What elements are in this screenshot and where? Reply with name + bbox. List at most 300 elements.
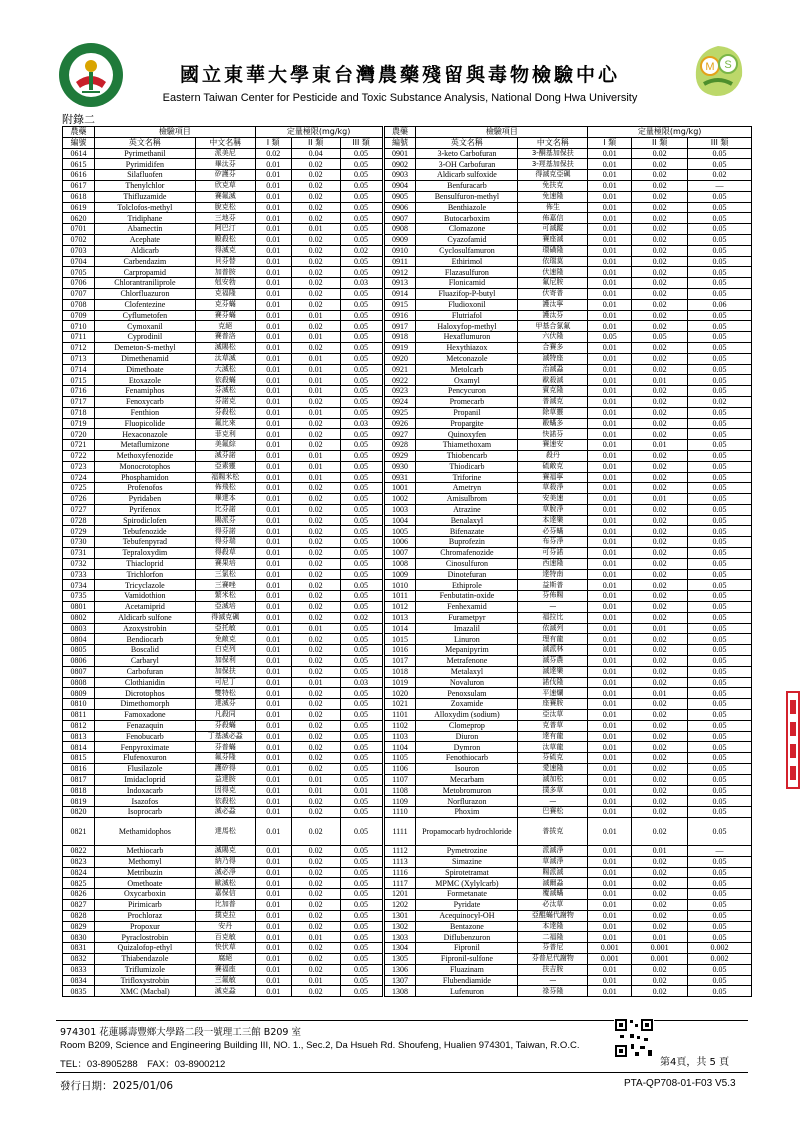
cell-limit-class1: 0.01 <box>255 785 291 796</box>
cell-limit-class1: 0.02 <box>255 148 291 159</box>
cell-limit-class3: 0.05 <box>340 753 382 764</box>
cell-code: 1111 <box>384 818 416 846</box>
cell-name-en: Buprofezin <box>416 537 518 548</box>
cell-name-en: Etoxazole <box>94 375 195 386</box>
table-row <box>384 504 751 515</box>
cell-limit-class3: 0.05 <box>340 932 382 943</box>
cell-name-zh: 可芬諾 <box>518 548 588 559</box>
cell-limit-class3: 0.05 <box>340 461 382 472</box>
col-code-header-1: 農藥 <box>384 127 416 138</box>
cell-limit-class3: 0.05 <box>688 321 752 332</box>
cell-name-zh: 歐殺滅 <box>518 375 588 386</box>
cell-limit-class1: 0.01 <box>588 310 632 321</box>
cell-code: 0701 <box>63 224 95 235</box>
table-row <box>63 396 383 407</box>
cell-limit-class3: 0.05 <box>688 580 752 591</box>
cell-name-zh: 芬佈賜 <box>518 591 588 602</box>
cell-name-en: Ethirimol <box>416 256 518 267</box>
cell-limit-class1: 0.01 <box>255 224 291 235</box>
cell-name-en: Imazalil <box>416 623 518 634</box>
table-row <box>63 537 383 548</box>
cell-limit-class1: 0.01 <box>588 796 632 807</box>
cell-name-zh: 依殺松 <box>195 796 255 807</box>
cell-name-en: Indoxacarb <box>94 785 195 796</box>
cell-limit-class2: 0.02 <box>632 666 688 677</box>
cell-code: 0619 <box>63 202 95 213</box>
table-row <box>63 764 383 775</box>
cell-limit-class2: 0.02 <box>291 742 340 753</box>
cell-code: 0928 <box>384 440 416 451</box>
cell-limit-class2: 0.02 <box>632 699 688 710</box>
cell-limit-class2: 0.02 <box>291 867 340 878</box>
cell-code: 0719 <box>63 418 95 429</box>
cell-name-en: Metrafenone <box>416 656 518 667</box>
table-row <box>63 234 383 245</box>
cell-name-zh: 理有龍 <box>518 634 588 645</box>
cell-name-en: Fluazifop-P-butyl <box>416 288 518 299</box>
cell-limit-class3: 0.05 <box>688 867 752 878</box>
cell-limit-class2: 0.02 <box>291 699 340 710</box>
cell-limit-class2: 0.02 <box>291 321 340 332</box>
cell-name-en: Thifluzamide <box>94 191 195 202</box>
col-class1-header: I 類 <box>588 137 632 148</box>
cell-limit-class2: 0.02 <box>291 267 340 278</box>
cell-limit-class1: 0.01 <box>255 986 291 997</box>
table-row <box>63 731 383 742</box>
cell-name-zh: 貝芬替 <box>195 256 255 267</box>
cell-code: 0727 <box>63 504 95 515</box>
cell-limit-class1: 0.01 <box>255 494 291 505</box>
table-row <box>63 878 383 889</box>
cell-name-en: Dinotefuran <box>416 569 518 580</box>
cell-limit-class3: 0.05 <box>340 943 382 954</box>
table-row <box>384 878 751 889</box>
cell-name-zh: 免敵克 <box>195 634 255 645</box>
cell-code: 0827 <box>63 899 95 910</box>
cell-name-en: Carbendazim <box>94 256 195 267</box>
cell-limit-class2: 0.02 <box>632 569 688 580</box>
table-row <box>384 407 751 418</box>
svg-text:M: M <box>705 61 715 73</box>
cell-name-zh: 氟比來 <box>195 418 255 429</box>
cell-limit-class2: 0.02 <box>291 342 340 353</box>
cell-limit-class3: 0.05 <box>340 656 382 667</box>
cell-name-zh: 草殺淨 <box>518 483 588 494</box>
cell-code: 0910 <box>384 245 416 256</box>
cell-limit-class1: 0.01 <box>255 856 291 867</box>
cell-code: 0833 <box>63 964 95 975</box>
cell-code: 1003 <box>384 504 416 515</box>
cell-limit-class1: 0.01 <box>255 332 291 343</box>
cell-limit-class2: 0.02 <box>291 213 340 224</box>
cell-code: 1303 <box>384 932 416 943</box>
cell-limit-class1: 0.01 <box>255 623 291 634</box>
cell-limit-class2: 0.02 <box>291 818 340 846</box>
cell-limit-class1: 0.01 <box>255 526 291 537</box>
cell-code: 1005 <box>384 526 416 537</box>
cell-limit-class1: 0.01 <box>588 515 632 526</box>
cell-limit-class3: 0.05 <box>688 386 752 397</box>
cell-name-en: Fluopicolide <box>94 418 195 429</box>
cell-limit-class1: 0.01 <box>588 964 632 975</box>
cell-name-zh: 大滅松 <box>195 364 255 375</box>
cell-limit-class2: 0.02 <box>291 612 340 623</box>
cell-code: 0703 <box>63 245 95 256</box>
table-row <box>384 807 751 818</box>
cell-name-zh: 滅派林 <box>518 645 588 656</box>
cell-limit-class3: 0.05 <box>340 180 382 191</box>
col-zh-header: 中文名稱 <box>518 137 588 148</box>
address-en: Room B209, Science and Engineering Building III, NO. 1., Sec.2, Da Hsueh Rd. Shoufeng, Hualien 974301, Taiwan, R.O.C. <box>60 1040 580 1051</box>
page-number: 第4頁，共 5 頁 <box>660 1057 730 1068</box>
table-row <box>63 612 383 623</box>
cell-code: 0804 <box>63 634 95 645</box>
cell-name-zh: 護汰寧 <box>518 299 588 310</box>
cell-name-en: Triforine <box>416 472 518 483</box>
cell-name-en: Hexythiazox <box>416 342 518 353</box>
cell-limit-class2: 0.02 <box>632 278 688 289</box>
cell-limit-class3: 0.05 <box>340 224 382 235</box>
cell-limit-class3: 0.02 <box>688 396 752 407</box>
cell-limit-class3: 0.05 <box>688 666 752 677</box>
cell-limit-class3: 0.05 <box>340 353 382 364</box>
cell-name-en: Methomyl <box>94 856 195 867</box>
table-row <box>63 515 383 526</box>
cell-limit-class3: 0.05 <box>340 846 382 857</box>
cell-limit-class1: 0.01 <box>255 548 291 559</box>
cell-name-en: Bendiocarb <box>94 634 195 645</box>
table-row <box>63 796 383 807</box>
table-row <box>384 483 751 494</box>
cell-limit-class1: 0.01 <box>255 202 291 213</box>
cell-name-zh: 芬滅松 <box>195 386 255 397</box>
cell-limit-class1: 0.01 <box>255 267 291 278</box>
cell-limit-class2: 0.02 <box>291 899 340 910</box>
table-row <box>384 267 751 278</box>
cell-limit-class2: 0.02 <box>632 310 688 321</box>
col-class2-header: II 類 <box>632 137 688 148</box>
table-row <box>384 964 751 975</box>
cell-limit-class3: 0.05 <box>340 375 382 386</box>
cell-limit-class3: 0.05 <box>340 364 382 375</box>
cell-code: 1002 <box>384 494 416 505</box>
cell-limit-class2: 0.02 <box>291 921 340 932</box>
table-row <box>63 677 383 688</box>
cell-name-en: Lufenuron <box>416 986 518 997</box>
cell-limit-class1: 0.01 <box>255 353 291 364</box>
cell-limit-class1: 0.001 <box>588 953 632 964</box>
cell-code: 0704 <box>63 256 95 267</box>
cell-limit-class3: 0.02 <box>688 170 752 181</box>
cell-limit-class1: 0.01 <box>255 342 291 353</box>
cell-limit-class3: — <box>688 180 752 191</box>
cell-limit-class2: 0.01 <box>291 407 340 418</box>
cell-code: 1008 <box>384 558 416 569</box>
cell-limit-class1: 0.01 <box>588 774 632 785</box>
cell-name-zh: 佈嘉信 <box>518 213 588 224</box>
cell-name-en: Flazasulfuron <box>416 267 518 278</box>
cell-name-en: Amisulbrom <box>416 494 518 505</box>
cell-limit-class1: 0.01 <box>588 688 632 699</box>
cell-limit-class2: 0.02 <box>632 191 688 202</box>
cell-limit-class1: 0.01 <box>255 943 291 954</box>
cell-name-zh: 畢達本 <box>195 494 255 505</box>
cell-limit-class3: 0.05 <box>340 440 382 451</box>
cell-name-zh: — <box>518 602 588 613</box>
table-row <box>384 699 751 710</box>
cell-code: 0931 <box>384 472 416 483</box>
cell-code: 0810 <box>63 699 95 710</box>
cell-limit-class1: 0.01 <box>588 342 632 353</box>
table-row <box>63 191 383 202</box>
cell-limit-class2: 0.01 <box>291 386 340 397</box>
svg-text:S: S <box>724 59 732 71</box>
cell-limit-class3: 0.05 <box>340 645 382 656</box>
table-row <box>63 569 383 580</box>
cell-code: 0805 <box>63 645 95 656</box>
cell-limit-class1: 0.01 <box>588 591 632 602</box>
cell-limit-class1: 0.01 <box>588 191 632 202</box>
table-row <box>63 148 383 159</box>
cell-name-zh: 加保利 <box>195 656 255 667</box>
table-row <box>384 796 751 807</box>
cell-limit-class2: 0.001 <box>632 953 688 964</box>
cell-name-en: Bensulfuron-methyl <box>416 191 518 202</box>
cell-code: 0822 <box>63 846 95 857</box>
cell-name-en: Fenothiocarb <box>416 753 518 764</box>
table-row <box>63 245 383 256</box>
cell-limit-class2: 0.02 <box>632 159 688 170</box>
table-row <box>384 386 751 397</box>
cell-code: 0930 <box>384 461 416 472</box>
cell-code: 1112 <box>384 846 416 857</box>
table-row <box>63 932 383 943</box>
cell-name-zh: 福賜米松 <box>195 472 255 483</box>
cell-code: 0825 <box>63 878 95 889</box>
cell-limit-class1: 0.01 <box>588 975 632 986</box>
cell-limit-class3: 0.05 <box>340 688 382 699</box>
cell-limit-class3: 0.05 <box>688 878 752 889</box>
table-row <box>63 953 383 964</box>
col-class3-header: III 類 <box>688 137 752 148</box>
col-limit-header: 定量極限(mg/kg) <box>255 127 382 138</box>
cell-limit-class1: 0.01 <box>255 299 291 310</box>
cell-limit-class2: 0.02 <box>632 742 688 753</box>
table-row <box>384 364 751 375</box>
cell-limit-class3: 0.05 <box>340 818 382 846</box>
cell-limit-class3: 0.05 <box>688 483 752 494</box>
cell-limit-class3: 0.05 <box>688 796 752 807</box>
cell-name-en: Benfuracarb <box>416 180 518 191</box>
cell-limit-class1: 0.01 <box>588 889 632 900</box>
cell-name-en: Profenofos <box>94 483 195 494</box>
cell-code: 1113 <box>384 856 416 867</box>
cell-name-zh: 派滅淨 <box>518 846 588 857</box>
cell-limit-class1: 0.01 <box>255 515 291 526</box>
cell-code: 1304 <box>384 943 416 954</box>
cell-name-zh: 環磺隆 <box>518 245 588 256</box>
cell-limit-class1: 0.01 <box>255 364 291 375</box>
cell-code: 0808 <box>63 677 95 688</box>
cell-limit-class1: 0.01 <box>255 580 291 591</box>
cell-limit-class3: 0.05 <box>340 299 382 310</box>
cell-code: 0915 <box>384 299 416 310</box>
table-row <box>384 753 751 764</box>
cell-name-zh: 撲多草 <box>518 785 588 796</box>
cell-limit-class3: 0.05 <box>340 856 382 867</box>
table-row <box>384 943 751 954</box>
cell-limit-class3: 0.05 <box>340 548 382 559</box>
cell-limit-class1: 0.01 <box>588 666 632 677</box>
table-row <box>63 591 383 602</box>
cell-limit-class1: 0.01 <box>588 656 632 667</box>
cell-limit-class3: 0.002 <box>688 953 752 964</box>
cell-limit-class2: 0.02 <box>632 342 688 353</box>
cell-limit-class3: 0.05 <box>340 910 382 921</box>
cell-code: 0909 <box>384 234 416 245</box>
cell-name-zh: 可尼丁 <box>195 677 255 688</box>
table-row <box>63 418 383 429</box>
cell-limit-class2: 0.02 <box>291 856 340 867</box>
cell-limit-class3: 0.03 <box>340 278 382 289</box>
cell-limit-class1: 0.01 <box>588 986 632 997</box>
cell-limit-class1: 0.001 <box>588 943 632 954</box>
cell-limit-class1: 0.01 <box>255 731 291 742</box>
cell-limit-class3: 0.05 <box>340 634 382 645</box>
cell-limit-class3: 0.05 <box>340 515 382 526</box>
cell-code: 0616 <box>63 170 95 181</box>
cell-code: 0922 <box>384 375 416 386</box>
cell-limit-class1: 0.01 <box>588 878 632 889</box>
cell-limit-class1: 0.01 <box>588 224 632 235</box>
cell-name-en: Fenobucarb <box>94 731 195 742</box>
cell-limit-class3: 0.05 <box>688 764 752 775</box>
cell-limit-class3: 0.05 <box>688 899 752 910</box>
cell-limit-class2: 0.02 <box>291 688 340 699</box>
cell-limit-class3: 0.05 <box>688 548 752 559</box>
cell-name-en: Diuron <box>416 731 518 742</box>
cell-name-zh: 嘉保信 <box>195 889 255 900</box>
cell-limit-class3: 0.03 <box>340 677 382 688</box>
cell-name-zh: 因得克 <box>195 785 255 796</box>
cell-code: 1013 <box>384 612 416 623</box>
cell-name-zh: 賽福寧 <box>518 472 588 483</box>
table-row <box>63 975 383 986</box>
cell-limit-class1: 0.01 <box>588 537 632 548</box>
cell-limit-class2: 0.02 <box>291 418 340 429</box>
table-row <box>384 720 751 731</box>
cell-limit-class2: 0.02 <box>632 645 688 656</box>
cell-name-zh: 加保扶 <box>195 666 255 677</box>
cell-limit-class2: 0.02 <box>632 753 688 764</box>
cell-limit-class3: 0.05 <box>340 623 382 634</box>
col-en-header: 英文名稱 <box>94 137 195 148</box>
table-row <box>384 846 751 857</box>
cell-name-en: Fipronil <box>416 943 518 954</box>
cell-limit-class3: 0.05 <box>340 288 382 299</box>
cell-limit-class2: 0.02 <box>291 537 340 548</box>
cell-limit-class1: 0.01 <box>255 932 291 943</box>
cell-name-en: Thiacloprid <box>94 558 195 569</box>
cell-name-en: Alloxydim (sodium) <box>416 710 518 721</box>
table-row <box>384 856 751 867</box>
cell-limit-class2: 0.02 <box>291 159 340 170</box>
cell-name-en: Isouron <box>416 764 518 775</box>
cell-code: 0912 <box>384 267 416 278</box>
table-row <box>384 889 751 900</box>
table-row <box>63 656 383 667</box>
table-row <box>384 472 751 483</box>
cell-limit-class1: 0.01 <box>255 710 291 721</box>
cell-limit-class2: 0.02 <box>632 899 688 910</box>
cell-limit-class2: 0.01 <box>632 623 688 634</box>
cell-limit-class3: 0.05 <box>340 159 382 170</box>
cell-limit-class2: 0.05 <box>632 332 688 343</box>
cell-name-en: Acetamiprid <box>94 602 195 613</box>
cell-name-zh: 合賽多 <box>518 342 588 353</box>
red-seal-stamp <box>786 690 800 790</box>
col-code-header-2: 編號 <box>63 137 95 148</box>
cell-code: 0803 <box>63 623 95 634</box>
cell-limit-class1: 0.01 <box>255 396 291 407</box>
cell-limit-class1: 0.01 <box>255 910 291 921</box>
cell-code: 1014 <box>384 623 416 634</box>
cell-name-zh: 亞醌蟎代謝物 <box>518 910 588 921</box>
cell-limit-class2: 0.01 <box>632 932 688 943</box>
cell-limit-class2: 0.01 <box>291 677 340 688</box>
table-row <box>63 224 383 235</box>
table-row <box>384 975 751 986</box>
table-row <box>384 526 751 537</box>
cell-limit-class3: 0.05 <box>340 472 382 483</box>
cell-code: 0903 <box>384 170 416 181</box>
table-row <box>384 537 751 548</box>
cell-name-en: Linuron <box>416 634 518 645</box>
table-row <box>63 321 383 332</box>
cell-name-zh: 伏寄普 <box>518 288 588 299</box>
cell-limit-class2: 0.02 <box>632 602 688 613</box>
table-row <box>63 170 383 181</box>
cell-name-en: Pirimicarb <box>94 899 195 910</box>
cell-code: 0914 <box>384 288 416 299</box>
cell-limit-class1: 0.01 <box>588 526 632 537</box>
table-row <box>384 591 751 602</box>
col-item-header: 檢驗項目 <box>94 127 255 138</box>
cell-limit-class3: 0.05 <box>688 515 752 526</box>
cell-name-zh: 安美速 <box>518 494 588 505</box>
cell-limit-class2: 0.02 <box>291 440 340 451</box>
cell-limit-class3: 0.05 <box>688 148 752 159</box>
cell-limit-class1: 0.01 <box>588 483 632 494</box>
cell-name-en: Dymron <box>416 742 518 753</box>
cell-code: 0725 <box>63 483 95 494</box>
cell-limit-class3: 0.05 <box>688 558 752 569</box>
cell-code: 1202 <box>384 899 416 910</box>
table-row <box>384 191 751 202</box>
cell-code: 1101 <box>384 710 416 721</box>
cell-limit-class3: 0.05 <box>340 796 382 807</box>
cell-code: 1004 <box>384 515 416 526</box>
cell-limit-class3: 0.05 <box>340 591 382 602</box>
detection-limit-table-right <box>384 126 752 997</box>
cell-name-en: Trichlorfon <box>94 569 195 580</box>
cell-code: 1107 <box>384 774 416 785</box>
cell-name-zh: 3-羥基加保扶 <box>518 159 588 170</box>
cell-name-en: Pymetrozine <box>416 846 518 857</box>
cell-limit-class2: 0.02 <box>291 526 340 537</box>
cell-limit-class1: 0.01 <box>255 720 291 731</box>
cell-name-zh: 護矽得 <box>195 764 255 775</box>
